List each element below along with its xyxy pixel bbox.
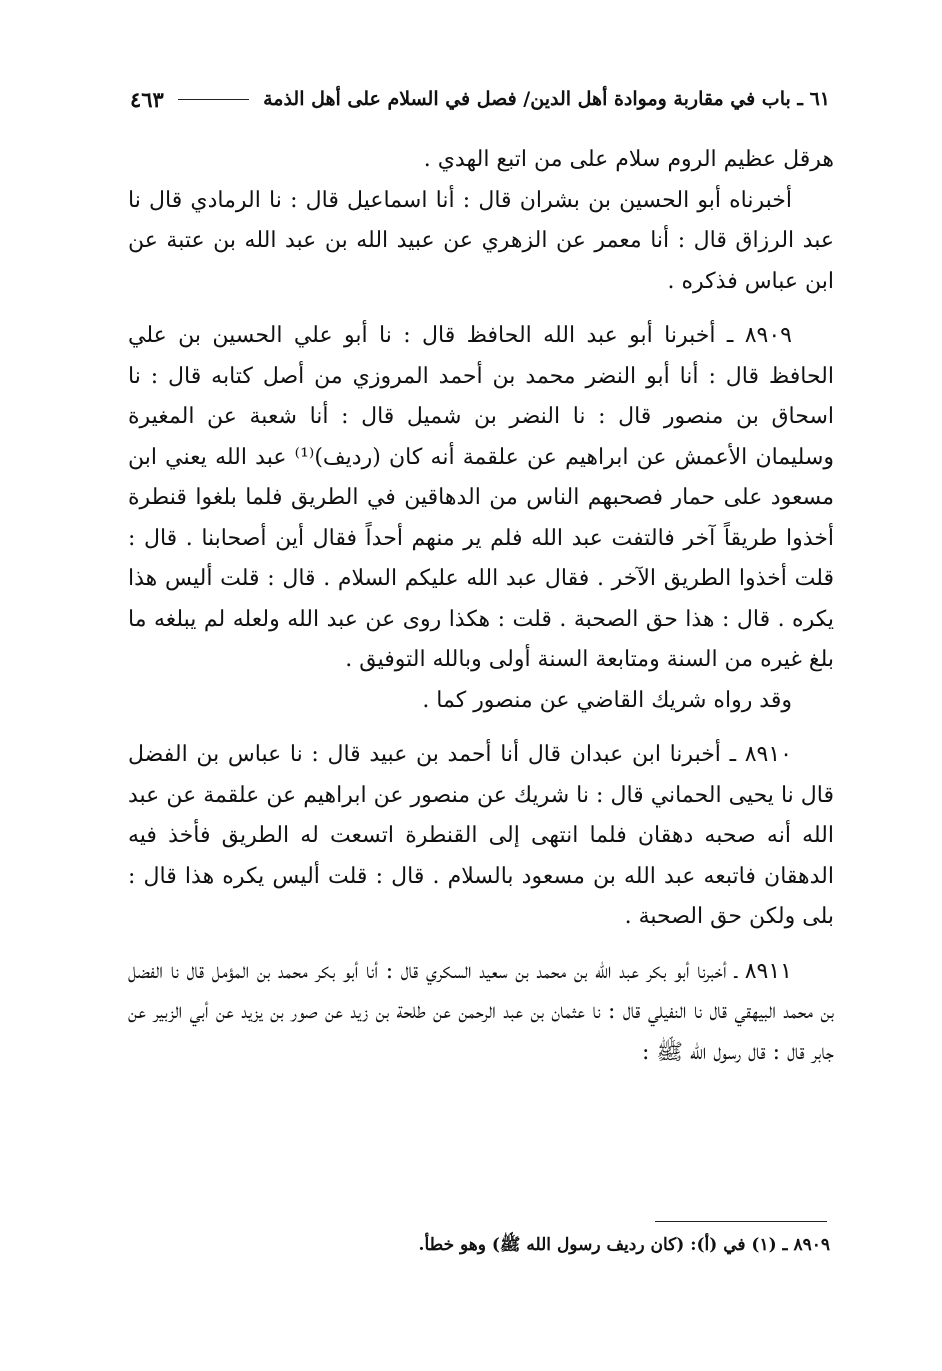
header-rule (178, 99, 249, 100)
running-header (130, 84, 830, 114)
hadith-8910: ٨٩١٠ ـ أخبرنا ابن عبدان قال أنا أحمد بن عبيد قال : نا عباس بن الفضل قال نا يحيى الحماني قال : نا شريك عن منصور عن ابراهيم عن علقمة عن عبد الله أنه صحبه دهقان فلما انتهى إلى القنطرة اتسعت له الطريق فأخذ فيه الدهقان فاتبعه عبد الله بن مسعود بالسلام . قال : قلت أليس يكره هذا قال : بلى ولكن حق الصحبة . (128, 742, 834, 929)
paragraph-2: أخبرناه أبو الحسين بن بشران قال : أنا اسماعيل قال : نا الرمادي قال نا عبد الرزاق قال : أنا معمر عن الزهري عن عبيد الله بن عبد الله بن عتبة عن ابن عباس فذكره . (128, 187, 834, 294)
header-title: ٦١ ـ باب في مقاربة وموادة أهل الدين/ فصل في السلام على أهل الذمة (263, 88, 830, 110)
page-number: ٤٦٣ (130, 86, 164, 112)
paragraph-1: هرقل عظيم الروم سلام على من اتبع الهدي . (423, 147, 834, 172)
hadith-8911: ٨٩١١ ـ أخبرنا أبو بكر عبد الله بن محمد بن سعيد السكري قال : أنا أبو بكر محمد بن المؤمل قال نا الفضل بن محمد البيهقي قال نا النفيلي قال : نا عثمان بن عبد الرحمن عن طلحة بن زيد عن صور بن يزيد عن أبي الزبير عن جابر قال : قال رسول الله ﷺ : (128, 958, 834, 1065)
main-text (128, 140, 834, 1073)
hadith-8909: ٨٩٠٩ ـ أخبرنا أبو عبد الله الحافظ قال : نا أبو علي الحسين بن علي الحافظ قال : أنا أبو النضر محمد بن أحمد المروزي من أصل كتابه قال : نا اسحاق بن منصور قال : نا النضر بن شميل قال : أنا شعبة عن المغيرة وسليمان الأعمش عن ابراهيم عن علقمة أنه كان (رديف)⁽¹⁾ عبد الله يعني ابن مسعود على حمار فصحبهم الناس من الدهاقين في الطريق فلما بلغوا قنطرة أخذوا طريقاً آخر فالتفت عبد الله فلم ير منهم أحداً فقال أين أصحابنا . قال : قلت أخذوا الطريق الآخر . فقال عبد الله عليكم السلام . قال : قلت أليس هذا يكره . قال : هذا حق الصحبة . قلت : هكذا روى عن عبد الله ولعله لم يبلغه ما بلغ غيره من السنة ومتابعة السنة أولى وبالله التوفيق . (128, 323, 835, 672)
footnote-rule (655, 1221, 827, 1222)
footnote: ٨٩٠٩ ـ (١) في (أ): (كان رديف رسول الله ﷺ) وهو خطأ. (418, 1235, 830, 1255)
paragraph-4: وقد رواه شريك القاضي عن منصور كما . (422, 687, 792, 713)
